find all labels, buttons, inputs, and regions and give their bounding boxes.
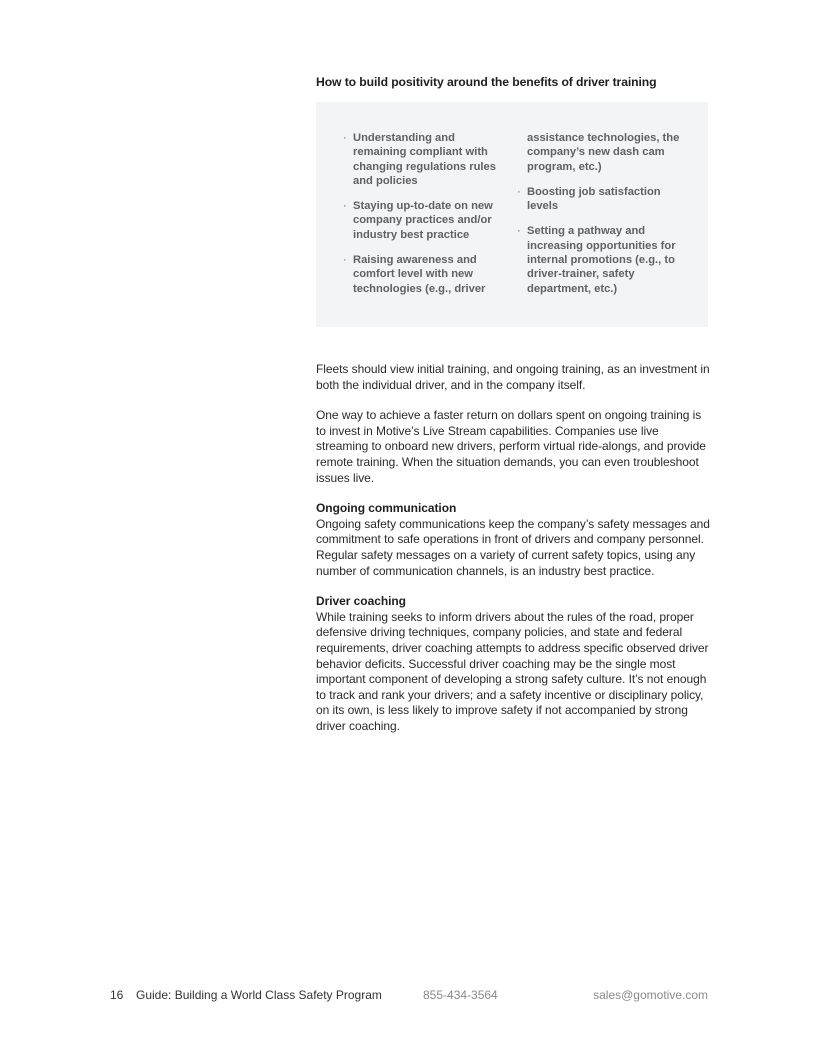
section-heading: Ongoing communication — [316, 501, 457, 516]
bullet-icon: · — [517, 225, 521, 238]
callout-list-item — [343, 253, 503, 296]
section-driver-coaching — [316, 594, 710, 734]
page-content — [316, 74, 710, 749]
page-number: 16 — [110, 988, 124, 1002]
paragraph-investment: Fleets should view initial training, and ongoing training, as an investment in both the individual driver, and in the company itself. — [316, 362, 710, 392]
email-link[interactable]: sales@gomotive.com — [593, 988, 708, 1002]
benefits-callout-box — [316, 102, 708, 327]
guide-title: Guide: Building a World Class Safety Program — [136, 988, 382, 1002]
callout-item-text: assistance technologies, the company’s new dash cam program, etc.) — [527, 132, 680, 173]
phone-number[interactable]: 855-434-3564 — [423, 988, 498, 1002]
callout-item-text: Boosting job satisfaction levels — [527, 185, 661, 213]
body-text — [316, 362, 710, 734]
section-text: Ongoing safety communications keep the company’s safety messages and commitment to safe operations in front of drivers and company personnel. Regular safety messages on a variety of current safety topics, using any number of communication channels, is an industry best practice. — [316, 516, 710, 578]
callout-right-column — [517, 131, 687, 327]
callout-item-text: Raising awareness and comfort level with new technologies (e.g., driver — [353, 254, 486, 295]
callout-heading: How to build positivity around the benefits of driver training — [316, 75, 657, 89]
callout-item-text: Setting a pathway and increasing opportunities for internal promotions (e.g., to driver-trainer, safety department, etc.) — [527, 225, 676, 295]
callout-list-item — [343, 131, 503, 188]
paragraph-live-stream: One way to achieve a faster return on dollars spent on ongoing training is to invest in Motive’s Live Stream capabilities. Companies use live streaming to onboard new drivers, perform virtual ride-alongs, and provide remote training. When the situation demands, you can even troubleshoot issues live. — [316, 408, 706, 485]
callout-left-column — [343, 131, 503, 327]
callout-item-text: Understanding and remaining compliant with changing regulations rules and policies — [353, 132, 496, 187]
bullet-icon: · — [517, 185, 521, 198]
section-text: While training seeks to inform drivers about the rules of the road, proper defensive driving techniques, company policies, and state and federal requirements, driver coaching attempts to address specific observed driver behavior deficits. Successful driver coaching may be the single most important component of developing a strong safety culture. It’s not enough to track and rank your drivers; and a safety incentive or disciplinary policy, on its own, is less likely to improve safety if not accompanied by strong driver coaching. — [316, 609, 709, 733]
section-heading: Driver coaching — [316, 594, 406, 609]
callout-list-item — [517, 185, 687, 214]
callout-list-item — [517, 224, 687, 295]
section-ongoing-communication — [316, 501, 710, 579]
callout-list-item — [343, 199, 503, 242]
bullet-icon: · — [343, 132, 347, 144]
bullet-icon: · — [343, 200, 347, 213]
callout-list-item-continuation — [517, 131, 687, 174]
page-footer — [110, 988, 708, 1004]
callout-item-text: Staying up-to-date on new company practices and/or industry best practice — [353, 200, 493, 241]
bullet-icon: · — [343, 254, 347, 267]
